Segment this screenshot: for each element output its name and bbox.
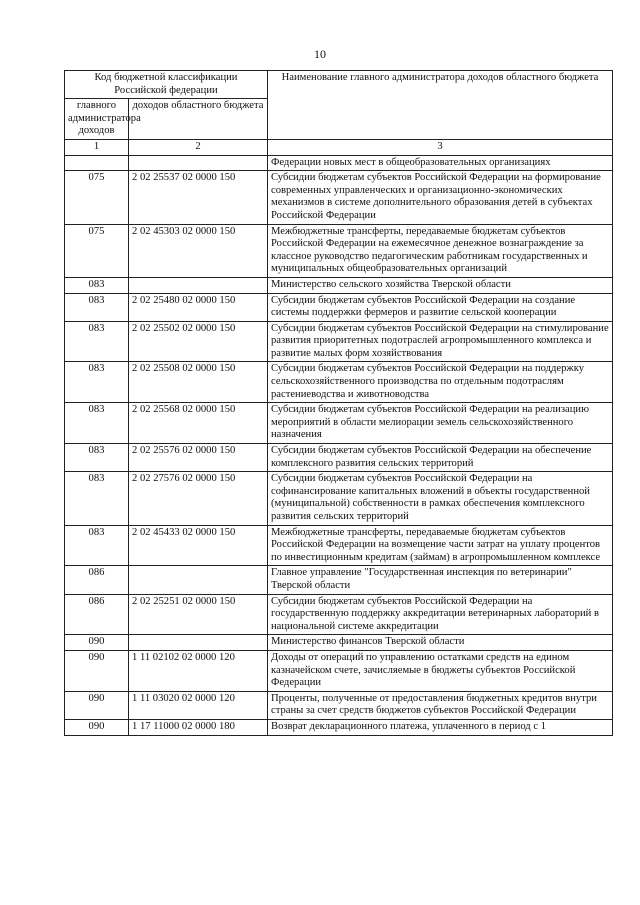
table-row xyxy=(65,362,613,403)
budget-classification-table xyxy=(64,70,613,736)
header-admin-column: главного администратора доходов xyxy=(65,99,129,140)
table-row xyxy=(65,719,613,735)
income-code-cell xyxy=(129,155,268,171)
income-code-cell: 2 02 25568 02 0000 150 xyxy=(129,403,268,444)
header-income-column: доходов областного бюджета xyxy=(129,99,268,140)
description-cell: Главное управление "Государственная инспекция по ветеринарии" Тверской области xyxy=(268,566,613,594)
column-number-3: 3 xyxy=(268,139,613,155)
admin-code-cell: 083 xyxy=(65,403,129,444)
description-cell: Субсидии бюджетам субъектов Российской Федерации на обеспечение комплексного развития сельских территорий xyxy=(268,444,613,472)
header-group-title: Код бюджетной классификации Российской федерации xyxy=(65,71,268,99)
description-cell: Субсидии бюджетам субъектов Российской Федерации на государственную поддержку аккредитации ветеринарных лабораторий в национальной системе аккредитации xyxy=(268,594,613,635)
description-cell: Субсидии бюджетам субъектов Российской Федерации на реализацию мероприятий в области мелиорации земель сельскохозяйственного назначения xyxy=(268,403,613,444)
section-header-row xyxy=(65,277,613,293)
table-row xyxy=(65,650,613,691)
description-cell: Межбюджетные трансферты, передаваемые бюджетам субъектов Российской Федерации на возмещение части затрат на уплату процентов по инвестиционным кредитам (займам) в агропромышленном комплексе xyxy=(268,525,613,566)
description-cell: Субсидии бюджетам субъектов Российской Федерации на поддержку сельскохозяйственного производства по отдельным подотраслям растениеводства и животноводства xyxy=(268,362,613,403)
admin-code-cell: 090 xyxy=(65,635,129,651)
admin-code-cell xyxy=(65,155,129,171)
admin-code-cell: 083 xyxy=(65,362,129,403)
income-code-cell xyxy=(129,635,268,651)
description-cell: Субсидии бюджетам субъектов Российской Федерации на стимулирование развития приоритетных подотраслей агропромышленного комплекса и развитие малых форм хозяйствования xyxy=(268,321,613,362)
admin-code-cell: 083 xyxy=(65,525,129,566)
income-code-cell: 2 02 45303 02 0000 150 xyxy=(129,224,268,277)
admin-code-cell: 083 xyxy=(65,293,129,321)
admin-code-cell: 086 xyxy=(65,594,129,635)
income-code-cell: 2 02 25537 02 0000 150 xyxy=(129,171,268,224)
table-row xyxy=(65,321,613,362)
income-code-cell: 1 17 11000 02 0000 180 xyxy=(129,719,268,735)
section-header-row xyxy=(65,635,613,651)
income-code-cell: 1 11 03020 02 0000 120 xyxy=(129,691,268,719)
table-row xyxy=(65,525,613,566)
table-row xyxy=(65,224,613,277)
admin-code-cell: 083 xyxy=(65,321,129,362)
table-row xyxy=(65,691,613,719)
table-row xyxy=(65,403,613,444)
income-code-cell: 2 02 45433 02 0000 150 xyxy=(129,525,268,566)
table-row xyxy=(65,594,613,635)
description-cell: Министерство сельского хозяйства Тверской области xyxy=(268,277,613,293)
description-cell: Межбюджетные трансферты, передаваемые бюджетам субъектов Российской Федерации на ежемесячное денежное вознаграждение за классное руководство педагогическим работникам государственных и муниципальных общеобразовательных организаций xyxy=(268,224,613,277)
description-cell: Возврат декларационного платежа, уплаченного в период с 1 xyxy=(268,719,613,735)
header-name-column: Наименование главного администратора доходов областного бюджета xyxy=(268,71,613,140)
description-cell: Субсидии бюджетам субъектов Российской Федерации на создание системы поддержки фермеров и развитие сельской кооперации xyxy=(268,293,613,321)
income-code-cell: 2 02 25508 02 0000 150 xyxy=(129,362,268,403)
description-cell: Федерации новых мест в общеобразовательных организациях xyxy=(268,155,613,171)
admin-code-cell: 086 xyxy=(65,566,129,594)
income-code-cell: 2 02 27576 02 0000 150 xyxy=(129,472,268,525)
income-code-cell: 2 02 25576 02 0000 150 xyxy=(129,444,268,472)
section-header-row xyxy=(65,566,613,594)
income-code-cell: 2 02 25251 02 0000 150 xyxy=(129,594,268,635)
income-code-cell xyxy=(129,566,268,594)
income-code-cell xyxy=(129,277,268,293)
admin-code-cell: 075 xyxy=(65,224,129,277)
admin-code-cell: 075 xyxy=(65,171,129,224)
description-cell: Министерство финансов Тверской области xyxy=(268,635,613,651)
description-cell: Проценты, полученные от предоставления бюджетных кредитов внутри страны за счет средств бюджетов субъектов Российской Федерации xyxy=(268,691,613,719)
description-cell: Субсидии бюджетам субъектов Российской Федерации на формирование современных управленческих и организационно-экономических механизмов в системе дополнительного образования детей в субъектах Российской Федерации xyxy=(268,171,613,224)
description-cell: Доходы от операций по управлению остатками средств на едином казначейском счете, зачисляемые в бюджеты субъектов Российской Федерации xyxy=(268,650,613,691)
admin-code-cell: 083 xyxy=(65,277,129,293)
page-number: 10 xyxy=(314,47,326,61)
admin-code-cell: 083 xyxy=(65,472,129,525)
admin-code-cell: 090 xyxy=(65,650,129,691)
income-code-cell: 2 02 25480 02 0000 150 xyxy=(129,293,268,321)
description-cell: Субсидии бюджетам субъектов Российской Федерации на софинансирование капитальных вложений в объекты государственной (муниципальной) собственности в рамках обеспечения комплексного развития сельских территорий xyxy=(268,472,613,525)
income-code-cell: 1 11 02102 02 0000 120 xyxy=(129,650,268,691)
table-row xyxy=(65,171,613,224)
admin-code-cell: 090 xyxy=(65,719,129,735)
table-row xyxy=(65,293,613,321)
income-code-cell: 2 02 25502 02 0000 150 xyxy=(129,321,268,362)
table-row xyxy=(65,444,613,472)
table-row xyxy=(65,472,613,525)
column-number-2: 2 xyxy=(129,139,268,155)
admin-code-cell: 083 xyxy=(65,444,129,472)
column-number-1: 1 xyxy=(65,139,129,155)
table-row xyxy=(65,155,613,171)
admin-code-cell: 090 xyxy=(65,691,129,719)
